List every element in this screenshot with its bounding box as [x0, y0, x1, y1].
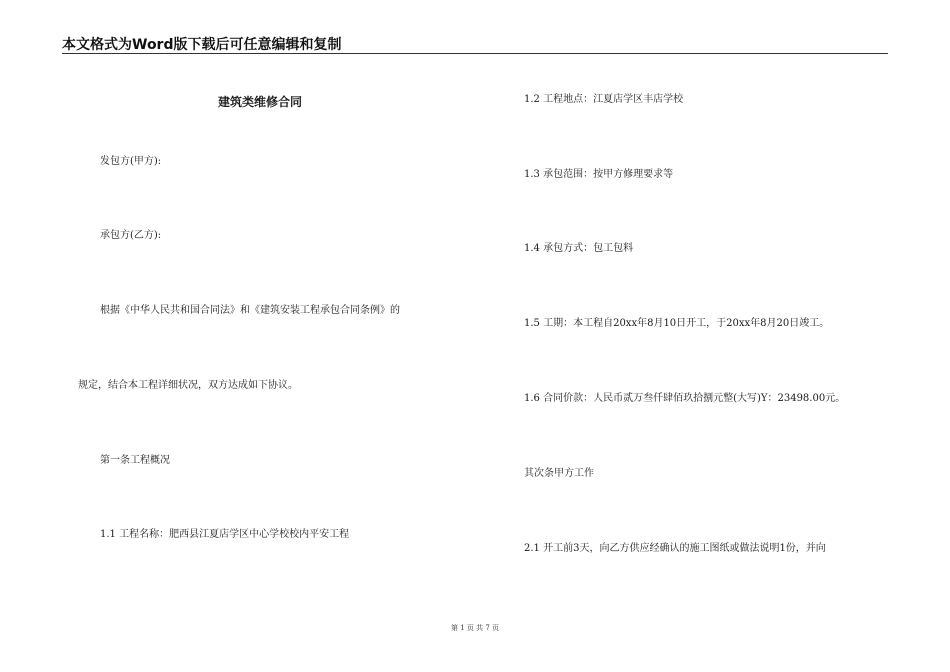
- article-2-heading: 其次条甲方工作: [524, 468, 594, 479]
- header-divider: [62, 53, 888, 54]
- clause-1-2: 1.2 工程地点：江夏店学区丰店学校: [524, 94, 684, 105]
- document-banner: 本文格式为Word版下载后可任意编辑和复制: [62, 37, 342, 53]
- party-b-line: 承包方(乙方):: [100, 230, 162, 241]
- clause-2-1: 2.1 开工前3天，向乙方供应经确认的施工图纸或做法说明1份，并向: [524, 543, 826, 554]
- document-title: 建筑类维修合同: [217, 95, 302, 109]
- article-1-heading: 第一条工程概况: [100, 455, 170, 466]
- clause-1-1: 1.1 工程名称：肥西县江夏店学区中心学校校内平安工程: [100, 529, 350, 540]
- page-number: 第 1 页 共 7 页: [450, 624, 500, 632]
- clause-1-5: 1.5 工期：本工程自20xx年8月10日开工，于20xx年8月20日竣工。: [524, 318, 830, 329]
- clause-1-4: 1.4 承包方式：包工包料: [524, 243, 634, 254]
- clause-1-3: 1.3 承包范围：按甲方修理要求等: [524, 169, 674, 180]
- basis-line-1: 根据《中华人民共和国合同法》和《建筑安装工程承包合同条例》的: [100, 305, 400, 316]
- clause-1-6: 1.6 合同价款：人民币贰万叁仟肆佰玖拾捌元整(大写)Y：23498.00元。: [524, 393, 846, 404]
- basis-line-2: 规定，结合本工程详细状况，双方达成如下协议。: [78, 380, 298, 391]
- party-a-line: 发包方(甲方):: [100, 156, 162, 167]
